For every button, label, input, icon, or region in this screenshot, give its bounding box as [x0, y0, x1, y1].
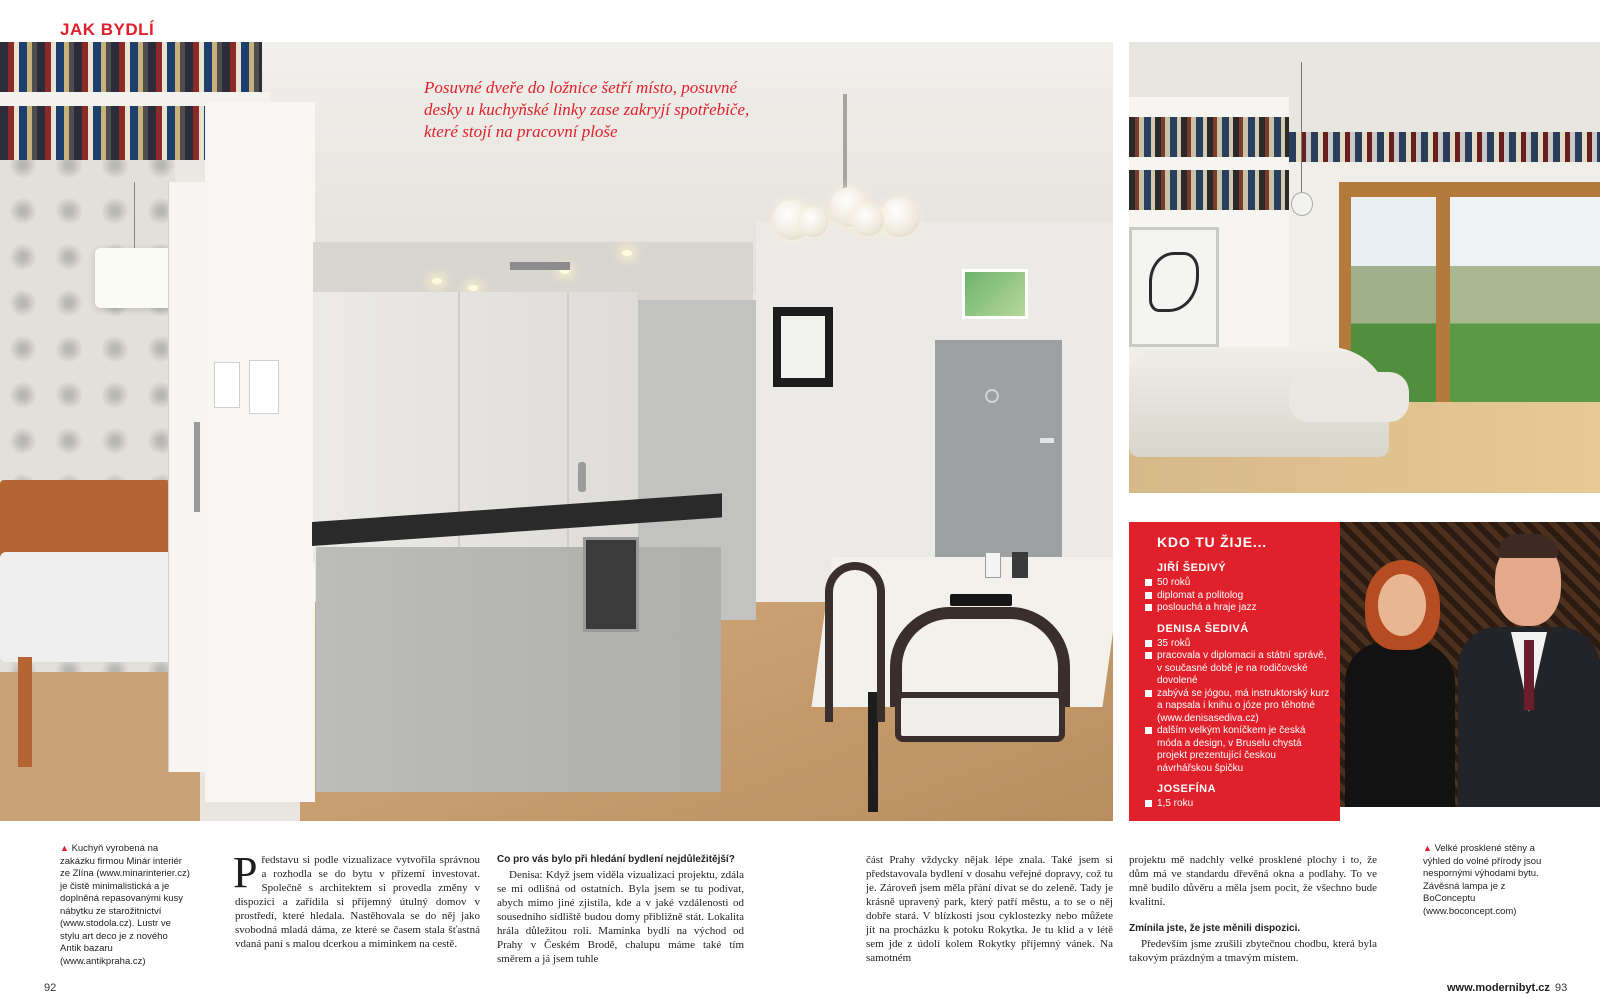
- triangle-icon: ▲: [60, 843, 69, 853]
- article-column-4: [1129, 853, 1377, 965]
- article-text: Denisa: Když jsem viděla vizualizaci projektu, zdála se mi odlišná od ostatních. Byla jsem se tu podívat, abych mimo jiné zjistila, kde a v jaké vzdálenosti od sousedního sídliště budou domy přibližně stát. Lokalita hrála důležitou roli. Maminka bydlí na východ od Prahy v Českém Brodě, chalupu máme také tím směrem a já jsem tuhle: [497, 869, 744, 965]
- pepper-shaker: [1012, 552, 1028, 578]
- entrance-door: [935, 340, 1062, 574]
- fact-item: 50 roků: [1157, 577, 1330, 590]
- base-cabinets: [316, 547, 721, 792]
- chandelier-globe: [880, 197, 920, 237]
- interview-question: Co pro vás bylo při hledání bydlení nejdůležitější?: [497, 854, 735, 865]
- person-name: JIŘÍ ŠEDIVÝ: [1157, 562, 1227, 574]
- who-lives-here-box: [1129, 522, 1340, 821]
- article-text: ředstavu si podle vizualizace vytvořila správnou a rozhodla se do bytu v přízemí investovat. Společně s architektem si provedla změny v dispozici a zařídila si příjemný útulný domov v prostředí, které hledala. Nastěhovala se do něj jako svobodná mladá dáma, ze které se časem stala šťastná vdaná paní s malou dcerkou a miminkem na cestě.: [235, 854, 480, 950]
- website-url: www.modernibyt.cz: [1447, 982, 1550, 994]
- artwork-canvas: [781, 316, 825, 378]
- top-shelf-books: [1289, 132, 1600, 162]
- kitchen-tap: [578, 462, 586, 492]
- person-name: DENISA ŠEDIVÁ: [1157, 622, 1249, 635]
- owners-portrait-photo: [1340, 522, 1600, 807]
- kitchen-caption: [60, 842, 190, 968]
- bed-leg: [18, 657, 32, 767]
- bookcase-books: [1129, 117, 1289, 157]
- man-tie: [1524, 640, 1534, 710]
- dining-chair-seat: [895, 692, 1065, 742]
- person-name: JOSEFÍNA: [1157, 783, 1217, 795]
- green-picture: [962, 269, 1028, 319]
- article-column-3: [866, 853, 1113, 965]
- door-lever: [1040, 438, 1054, 443]
- bookcase-books: [1129, 170, 1289, 210]
- dining-chair: [825, 562, 885, 722]
- photo-pull-quote: Posuvné dveře do ložnice šetří místo, posuvné desky u kuchyňské linky zase zakryjí spotřebiče, které stojí na pracovní ploše: [424, 78, 750, 141]
- salt-shaker: [985, 552, 1001, 578]
- living-room-photo: [1129, 42, 1600, 493]
- small-picture: [249, 360, 279, 414]
- woman-figure: [1345, 642, 1455, 807]
- sliding-door: [168, 182, 208, 772]
- fact-item: zabývá se jógou, má instruktorský kurz a napsala i knihu o józe pro těhotné (www.denisasediva.cz): [1157, 687, 1330, 724]
- woman-face: [1378, 574, 1426, 636]
- chandelier-globe: [852, 204, 884, 236]
- kitchen-photo: [0, 42, 1113, 821]
- heart-icon: [985, 389, 999, 403]
- person-facts: [1157, 798, 1330, 811]
- article-column-2: [497, 853, 744, 966]
- tray: [950, 594, 1012, 606]
- article-text: část Prahy vždycky nějak lépe znala. Také jsem si představovala bydlení v dosahu veřejné dopravy, což tu je. Zároveň jsem měla přání dívat se do zeleně. Tady je krásně upravený park, který patří městu, a to se o něj dobře stará. V blízkosti jsou cyklostezky nebo můžete jít na procházku k potoku Rokytka. Je tu klid a v létě sem jde z údolí kolem Rokytky příjemný vánek. Na samotném: [866, 854, 1113, 964]
- fact-item: dalším velkým koníčkem je česká móda a design, v Bruselu chystá projekt prezentující českou návrhářskou špičku: [1157, 725, 1330, 775]
- caption-text: Kuchyň vyrobená na zakázku firmou Minár interiér ze Zlína (www.minarinterier.cz) je čistě minimalistická a je doplněná repasovanými kusy nábytku ze starožitnictví (www.stodola.cz). Lustr ve stylu art deco je z nového Antik bazaru (www.antikpraha.cz): [60, 843, 190, 967]
- chandelier-globe: [798, 207, 828, 237]
- cooker-hood: [510, 262, 570, 270]
- pendant-wire: [134, 182, 135, 248]
- fact-item: pracovala v diplomacii a státní správě, v současné době je na rodičovské dovolené: [1157, 650, 1330, 688]
- man-hair: [1498, 534, 1558, 558]
- fact-item: diplomat a politolog: [1157, 590, 1330, 603]
- interview-question: Zmínila jste, že jste měnili dispozici.: [1129, 923, 1301, 934]
- window-pane: [1450, 197, 1600, 427]
- section-tag: JAK BYDLÍ: [60, 20, 155, 39]
- fact-item: poslouchá a hraje jazz: [1157, 602, 1330, 615]
- door-handle: [194, 422, 200, 512]
- small-picture: [214, 362, 240, 408]
- oven: [583, 537, 639, 632]
- page-number-right: 93: [1555, 982, 1568, 994]
- bed-sheet: [0, 552, 175, 662]
- article-text: projektu mě nadchly velké prosklené plochy i to, že dům má ve standardu dřevěná okna a podlahy. To ve mně budilo důvěru a měla jsem pocit, že všechno bude kvalitní.: [1129, 854, 1377, 908]
- downlight: [622, 250, 632, 256]
- person-facts: [1157, 577, 1330, 615]
- triangle-icon: ▲: [1423, 843, 1432, 853]
- article-column-1: [233, 848, 480, 951]
- fact-item: 1,5 roku: [1157, 798, 1330, 811]
- pendant-lamp: [1291, 192, 1313, 216]
- article-text: Především jsme zrušili zbytečnou chodbu, která byla takovým prázdným a tmavým místem.: [1129, 938, 1377, 964]
- person-facts: [1157, 638, 1330, 776]
- living-room-caption: [1423, 842, 1558, 918]
- drop-cap: P: [233, 848, 258, 897]
- pendant-lamp: [95, 248, 175, 308]
- pendant-wire: [1301, 62, 1302, 192]
- page-number-left: 92: [44, 982, 57, 994]
- caption-text: Velké prosklené stěny a výhled do volné přírody jsou nespornými výhodami bytu. Závěsná lampa je z BoConceptu (www.boconcept.com): [1423, 843, 1542, 917]
- fact-item: 35 roků: [1157, 638, 1330, 651]
- downlight: [468, 285, 478, 291]
- sofa-arm: [1289, 372, 1409, 422]
- info-box-title: KDO TU ŽIJE...: [1157, 534, 1267, 550]
- downlight: [432, 278, 442, 284]
- sliding-door-wall: [205, 102, 315, 802]
